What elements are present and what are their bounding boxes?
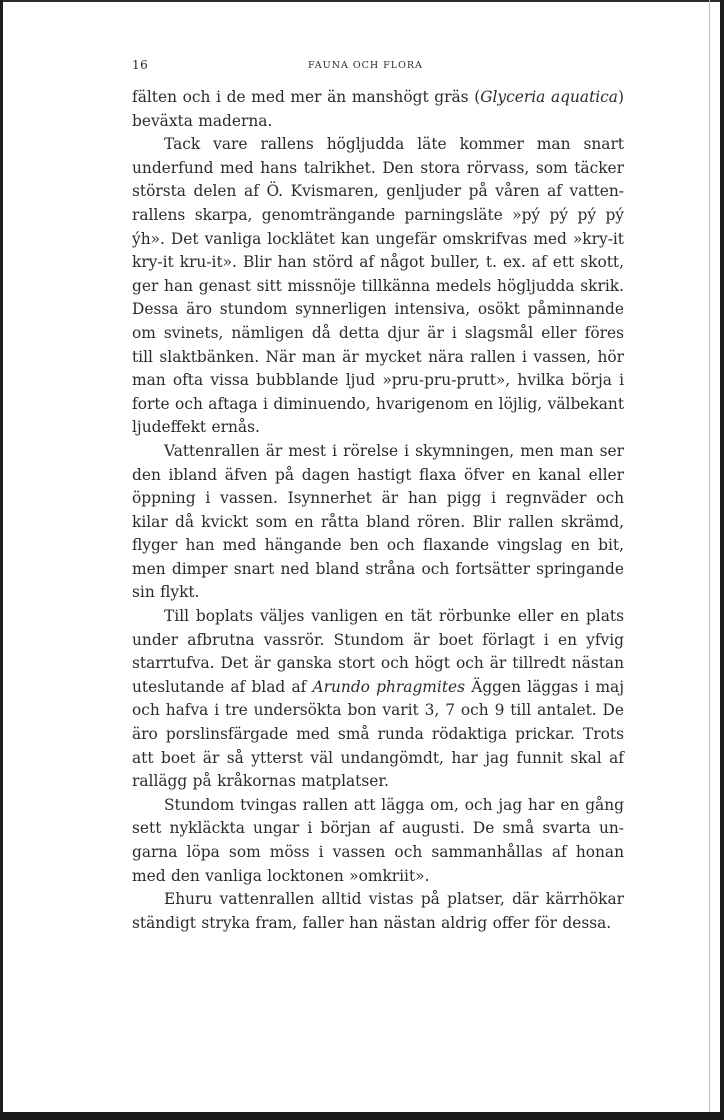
text-run: Till boplats väljes vanligen en tät rörbunke eller en plats under afbrutna vassrör. Stundom är boet förlagt i en yfvig starrtufva. Det är ganska stort och högt och är tillredt nästan uteslutande af blad af (132, 607, 624, 696)
running-head-title: FAUNA OCH FLORA (308, 60, 423, 71)
italic-term: Arundo phragmites (312, 677, 466, 696)
text-run: Ehuru vattenrallen alltid vistas på platser, där kärrhökar ständigt stryka fram, faller han nästan aldrig offer för dessa. (132, 890, 624, 932)
scan-edge-bottom (0, 1112, 724, 1120)
italic-term: Glyceria aquatica (480, 88, 618, 106)
text-run: Äggen läggas i maj och hafva i tre undersökta bon varit 3, 7 och 9 till antalet. De äro porslinsfärgade med små runda rödaktiga prickar. Trots att boet är så ytterst väl undangömdt, har jag funnit skal af rallägg på kråkornas matplatser. (132, 677, 625, 791)
scan-edge-right (720, 0, 724, 1120)
paragraph-6 (132, 888, 624, 935)
text-run: ) beväxta maderna. (132, 88, 624, 130)
paragraph-2 (132, 133, 624, 440)
scan-edge-right-line (709, 0, 710, 1112)
text-run: fälten och i de med mer än manshögt gräs ( (132, 88, 481, 106)
scan-edge-left (0, 0, 3, 1120)
paragraph-3 (132, 440, 624, 605)
paragraph-5 (132, 794, 624, 888)
scan-edge-top (0, 0, 724, 2)
paragraph-4 (132, 605, 624, 794)
paragraph-1 (132, 86, 624, 133)
running-head (132, 52, 624, 76)
text-run: Stundom tvingas rallen att lägga om, och jag har en gång sett nykläckta ungar i början af augusti. De små svarta ungarna löpa som möss i vassen och sammanhållas af honan med den vanliga locktonen »omkriit». (132, 795, 624, 885)
body-text (132, 86, 624, 935)
text-run: Vattenrallen är mest i rörelse i skymningen, men man ser den ibland äfven på dagen hastigt flaxa öfver en kanal eller öppning i vassen. Isynnerhet är han pigg i regnväder och kilar då kvickt som en råtta bland rören. Blir rallen skrämd, flyger han med hängande ben och flaxande vingslag en bit, men dimper snart ned bland stråna och fortsätter springande sin flykt. (132, 441, 624, 602)
page-number: 16 (132, 58, 149, 72)
book-page (132, 52, 624, 935)
text-run: Tack vare rallens högljudda läte kommer man snart underfund med hans talrikhet. Den stora rörvass, som täcker största delen af Ö. Kvismaren, genljuder på våren af vattenrallens skarpa, genomträngande parningsläte »pý pý pý pý ýh». Det vanliga locklätet kan ungefär omskrifvas med »kry-it kry-it kru-it». Blir han störd af något buller, t. ex. af ett skott, ger han genast sitt missnöje tillkänna medels högljudda skrik. Dessa äro stundom synnerligen intensiva, osökt påminnande om svinets, nämligen då detta djur är i slagsmål eller föres till slaktbänken. När man är mycket nära rallen i vassen, hör man ofta vissa bubblande ljud »pru-pru-prutt», hvilka börja i forte och aftaga i diminuendo, hvarigenom en löjlig, välbekant ljudeffekt ernås. (132, 135, 624, 437)
